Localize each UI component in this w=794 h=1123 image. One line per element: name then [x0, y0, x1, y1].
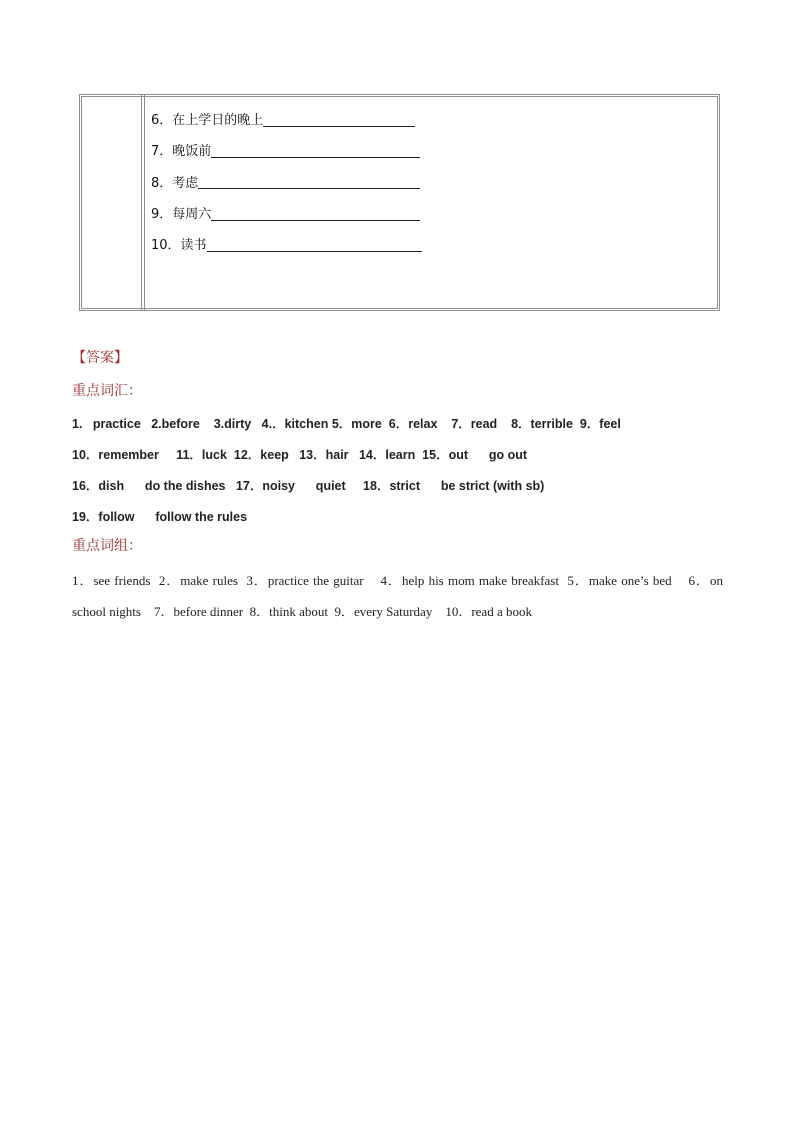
answer-blank[interactable] — [263, 111, 415, 127]
vocab-heading: 重点词汇： — [72, 383, 142, 399]
table-column-divider — [141, 95, 145, 310]
answer-blank[interactable] — [207, 236, 422, 252]
phrase-heading: 重点词组： — [72, 538, 142, 554]
phrase-line: 1．see friends 2．make rules 3．practice the guitar 4．help his mom make breakfast 5．make one’s bed 6．on — [72, 573, 723, 588]
phrase-line: school nights 7．before dinner 8．think about 9．every Saturday 10．read a book — [72, 604, 532, 619]
exercise-item — [151, 134, 422, 165]
exercise-prompt: 10．读书 — [151, 238, 207, 254]
exercise-prompt: 6．在上学日的晚上 — [151, 113, 264, 129]
exercise-item — [151, 197, 422, 228]
answers-label: 【答案】 — [72, 350, 128, 366]
exercise-item — [151, 166, 422, 197]
exercise-prompt: 7．晚饭前 — [151, 144, 212, 160]
vocab-line: 19．follow follow the rules — [72, 510, 248, 524]
answer-blank[interactable] — [211, 205, 420, 221]
exercise-list — [151, 103, 422, 259]
vocab-line: 1. practice 2.before 3.dirty 4.．kitchen 5．more 6．relax 7．read 8．terrible 9．feel — [72, 417, 621, 431]
vocab-line: 16．dish do the dishes 17．noisy quiet 18．strict be strict (with sb) — [72, 479, 545, 493]
exercise-item — [151, 103, 422, 134]
vocab-line: 10．remember 11．luck 12．keep 13．hair 14．learn 15．out go out — [72, 448, 528, 462]
answer-blank[interactable] — [211, 142, 420, 158]
answer-blank[interactable] — [198, 173, 420, 189]
exercise-prompt: 8．考虑 — [151, 175, 199, 191]
exercise-item — [151, 228, 422, 259]
exercise-prompt: 9．每周六 — [151, 207, 212, 223]
